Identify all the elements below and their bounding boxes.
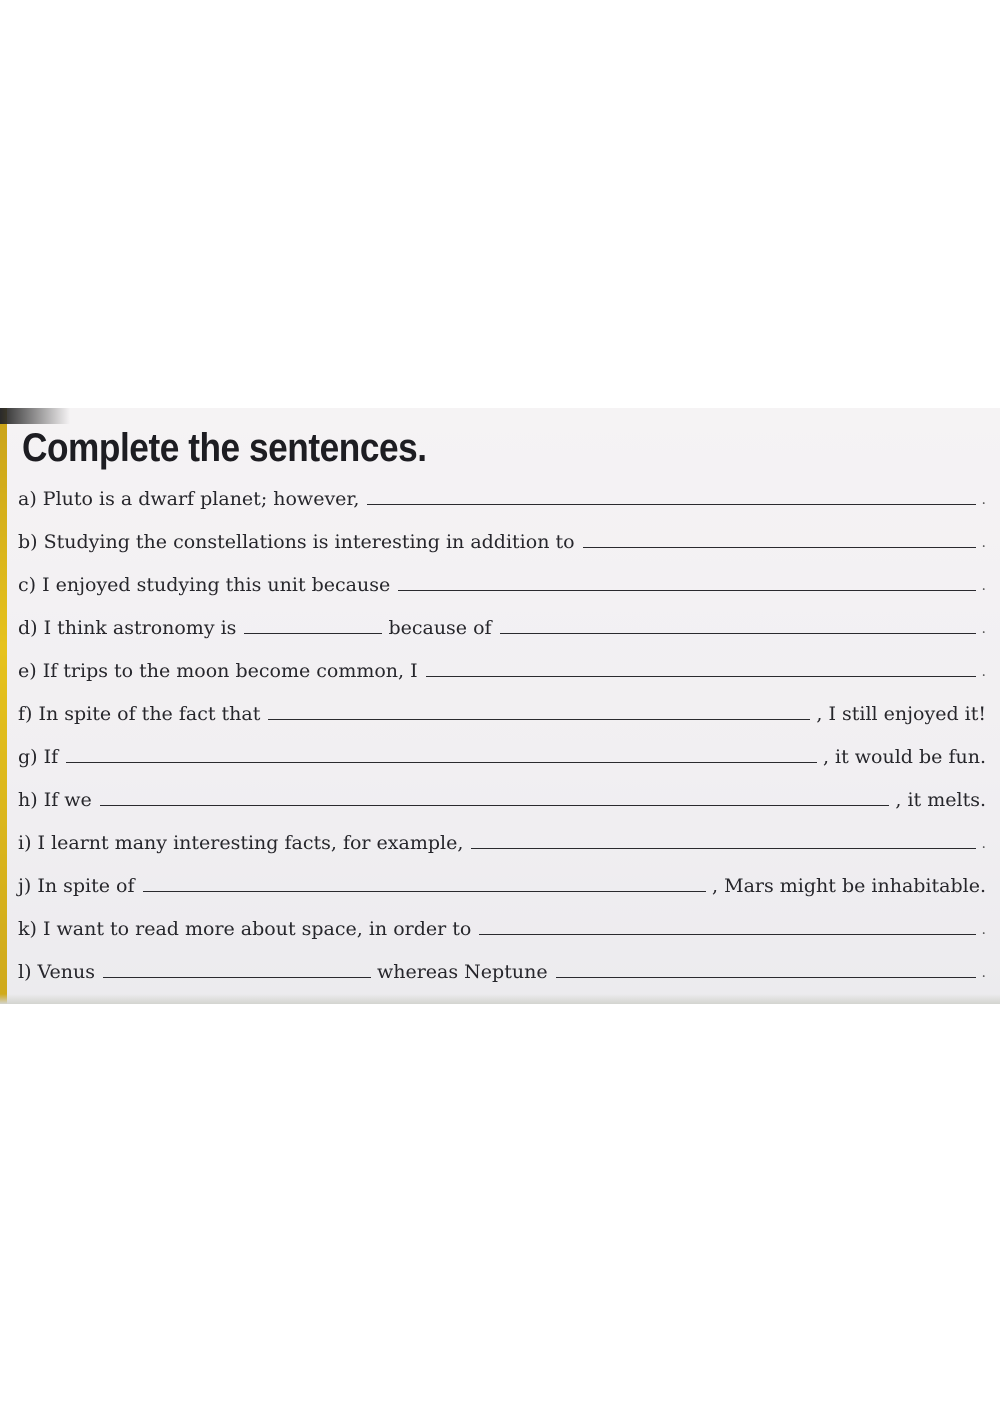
answer-blank[interactable] bbox=[583, 546, 976, 548]
sentence-text: a) Pluto is a dwarf planet; however, bbox=[18, 488, 360, 510]
sentence-l bbox=[18, 953, 986, 983]
answer-blank[interactable] bbox=[268, 718, 810, 720]
sentence-text: g) If bbox=[18, 746, 59, 768]
sentence-text-middle: because of bbox=[388, 617, 492, 639]
answer-blank[interactable] bbox=[500, 632, 976, 634]
sentence-k bbox=[18, 910, 986, 940]
sentence-text: e) If trips to the moon become common, I bbox=[18, 660, 418, 682]
answer-blank[interactable] bbox=[103, 976, 371, 978]
sentence-end: . bbox=[981, 664, 986, 680]
sentence-end: , it would be fun. bbox=[822, 746, 986, 768]
answer-blank[interactable] bbox=[426, 675, 976, 677]
sentence-end: . bbox=[981, 621, 986, 637]
page-corner-shadow bbox=[0, 408, 70, 424]
sentence-a bbox=[18, 480, 986, 510]
sentence-text: i) I learnt many interesting facts, for example, bbox=[18, 832, 464, 854]
answer-blank[interactable] bbox=[100, 804, 890, 806]
answer-blank[interactable] bbox=[66, 761, 817, 763]
sentence-d bbox=[18, 609, 986, 639]
sentence-c bbox=[18, 566, 986, 596]
sentence-g bbox=[18, 738, 986, 768]
answer-blank[interactable] bbox=[398, 589, 975, 591]
answer-blank[interactable] bbox=[479, 933, 975, 935]
sentence-text: c) I enjoyed studying this unit because bbox=[18, 574, 391, 596]
answer-blank[interactable] bbox=[471, 847, 975, 849]
sentence-h bbox=[18, 781, 986, 811]
sentence-end: . bbox=[981, 836, 986, 852]
sentence-i bbox=[18, 824, 986, 854]
sentence-end: , Mars might be inhabitable. bbox=[712, 875, 986, 897]
answer-blank[interactable] bbox=[244, 632, 382, 634]
sentence-text: k) I want to read more about space, in order to bbox=[18, 918, 472, 940]
sentence-text: b) Studying the constellations is interesting in addition to bbox=[18, 531, 575, 553]
sentence-end: , it melts. bbox=[895, 789, 986, 811]
answer-blank[interactable] bbox=[143, 890, 707, 892]
sentence-end: . bbox=[981, 965, 986, 981]
page-edge-stripe bbox=[0, 408, 7, 1004]
sentence-text: j) In spite of bbox=[18, 875, 135, 897]
page-bottom-shadow bbox=[0, 994, 1000, 1004]
answer-blank[interactable] bbox=[367, 503, 975, 505]
sentence-end: . bbox=[981, 492, 986, 508]
sentence-end: , I still enjoyed it! bbox=[816, 703, 986, 725]
worksheet-page bbox=[0, 408, 1000, 1004]
sentence-end: . bbox=[981, 922, 986, 938]
sentence-end: . bbox=[981, 578, 986, 594]
sentence-text: l) Venus bbox=[18, 961, 95, 983]
answer-blank[interactable] bbox=[556, 976, 976, 978]
sentence-b bbox=[18, 523, 986, 553]
worksheet-title: Complete the sentences. bbox=[22, 426, 427, 470]
sentence-j bbox=[18, 867, 986, 897]
sentence-e bbox=[18, 652, 986, 682]
sentence-text: f) In spite of the fact that bbox=[18, 703, 261, 725]
sentence-f bbox=[18, 695, 986, 725]
sentence-text: h) If we bbox=[18, 789, 92, 811]
sentence-text: d) I think astronomy is bbox=[18, 617, 237, 639]
sentence-text-middle: whereas Neptune bbox=[376, 961, 548, 983]
sentence-end: . bbox=[981, 535, 986, 551]
